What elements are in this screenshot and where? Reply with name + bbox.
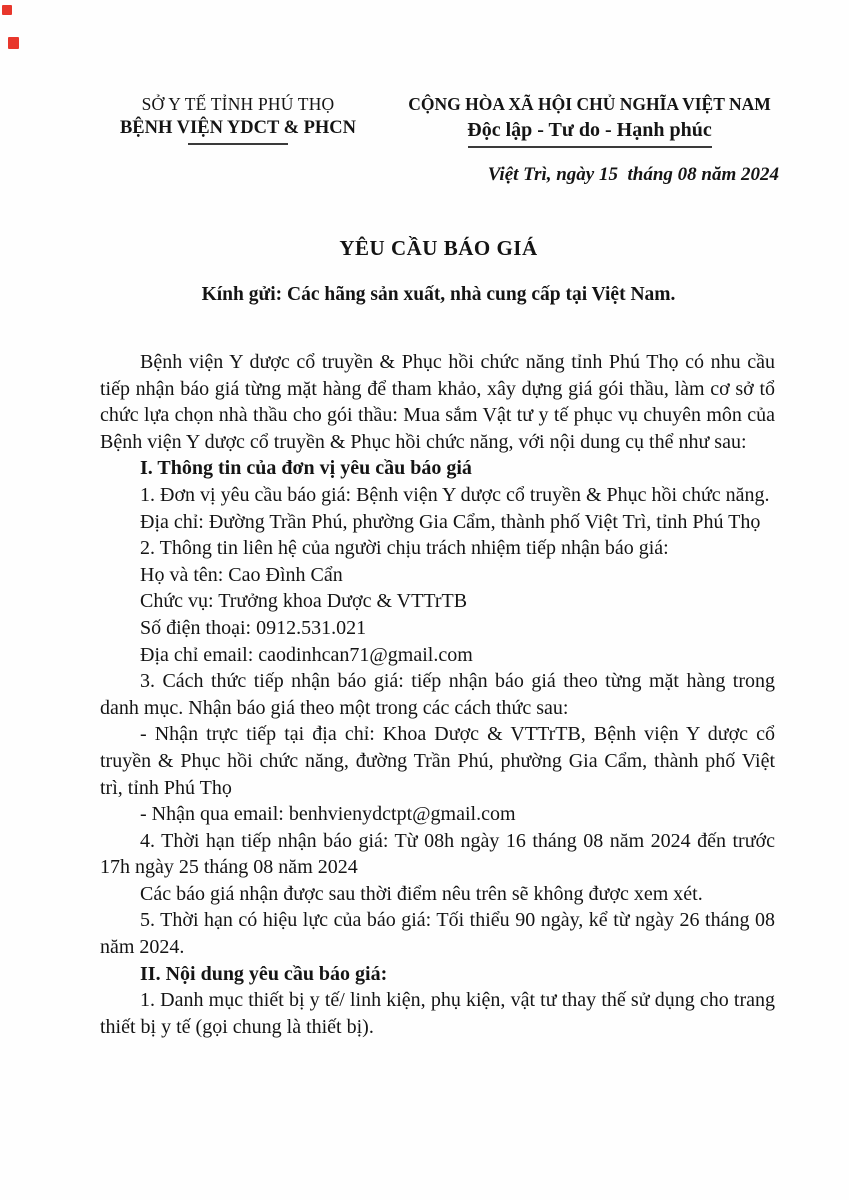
motto-underline (468, 146, 712, 148)
paragraph-method-email: - Nhận qua email: benhvienydctpt@gmail.com (140, 803, 516, 826)
paragraph-scope: 1. Danh mục thiết bị y tế/ linh kiện, phụ kiện, vật tư thay thế sử dụng cho trang thiết bị y tế (gọi chung là thiết bị). (100, 989, 775, 1038)
paragraph-address: Địa chỉ: Đường Trần Phú, phường Gia Cẩm, thành phố Việt Trì, tỉnh Phú Thọ (140, 510, 761, 533)
document-header (0, 0, 849, 148)
salutation-line: Kính gửi: Các hãng sản xuất, nhà cung cấp tại Việt Nam. (201, 284, 676, 305)
paragraph-deadline: 4. Thời hạn tiếp nhận báo giá: Từ 08h ngày 16 tháng 08 năm 2024 đến trước 17h ngày 25 tháng 08 năm 2024 (100, 829, 775, 879)
issuer-block (88, 94, 388, 148)
scan-artifact-red-mark (2, 5, 12, 15)
section-heading-2: II. Nội dung yêu cầu báo giá: (140, 962, 388, 985)
document-title: YÊU CẦU BÁO GIÁ (339, 236, 538, 260)
issuer-underline (188, 143, 288, 145)
section-heading-1: I. Thông tin của đơn vị yêu cầu báo giá (140, 457, 472, 480)
paragraph-validity: 5. Thời hạn có hiệu lực của báo giá: Tối thiểu 90 ngày, kể từ ngày 26 tháng 08 năm 2024. (100, 909, 775, 959)
national-country-line: CỘNG HÒA XÃ HỘI CHỦ NGHĨA VIỆT NAM (408, 94, 771, 114)
national-header-block (388, 94, 791, 148)
paragraph-contact-role: Chức vụ: Trưởng khoa Dược & VTTrTB (140, 590, 468, 613)
paragraph-unit: 1. Đơn vị yêu cầu báo giá: Bệnh viện Y dược cổ truyền & Phục hồi chức năng. (140, 483, 770, 506)
paragraph-intro: Bệnh viện Y dược cổ truyền & Phục hồi chức năng tỉnh Phú Thọ có nhu cầu tiếp nhận báo giá từng mặt hàng để tham khảo, xây dựng giá gói thầu, làm cơ sở tổ chức lựa chọn nhà thầu cho gói thầu: Mua sắm Vật tư y tế phục vụ chuyên môn của Bệnh viện Y dược cổ truyền & Phục hồi chức năng, với nội dung cụ thể như sau: (100, 351, 775, 453)
paragraph-method-direct: - Nhận trực tiếp tại địa chỉ: Khoa Dược & VTTrTB, Bệnh viện Y dược cổ truyền & Phục hồi chức năng, đường Trần Phú, phường Gia Cẩm, thành phố Việt trì, tỉnh Phú Thọ (100, 723, 775, 799)
paragraph-late-note: Các báo giá nhận được sau thời điểm nêu trên sẽ không được xem xét. (140, 882, 703, 905)
paragraph-contact-phone: Số điện thoại: 0912.531.021 (140, 616, 367, 639)
issuer-department: SỞ Y TẾ TỈNH PHÚ THỌ (141, 94, 335, 114)
document-body (0, 349, 849, 1040)
paragraph-contact: 2. Thông tin liên hệ của người chịu trách nhiệm tiếp nhận báo giá: (140, 537, 669, 560)
place-date-line: Việt Trì, ngày 15 tháng 08 năm 2024 (487, 164, 779, 185)
national-motto-line: Độc lập - Tư do - Hạnh phúc (467, 119, 712, 141)
paragraph-contact-name: Họ và tên: Cao Đình Cẩn (140, 563, 343, 586)
scan-artifact-red-mark (8, 37, 19, 49)
paragraph-method: 3. Cách thức tiếp nhận báo giá: tiếp nhận báo giá theo từng mặt hàng trong danh mục. Nhận báo giá theo một trong các cách thức sau: (100, 670, 775, 719)
issuer-organization: BỆNH VIỆN YDCT & PHCN (119, 118, 357, 138)
paragraph-contact-email: Địa chỉ email: caodinhcan71@gmail.com (140, 643, 473, 666)
